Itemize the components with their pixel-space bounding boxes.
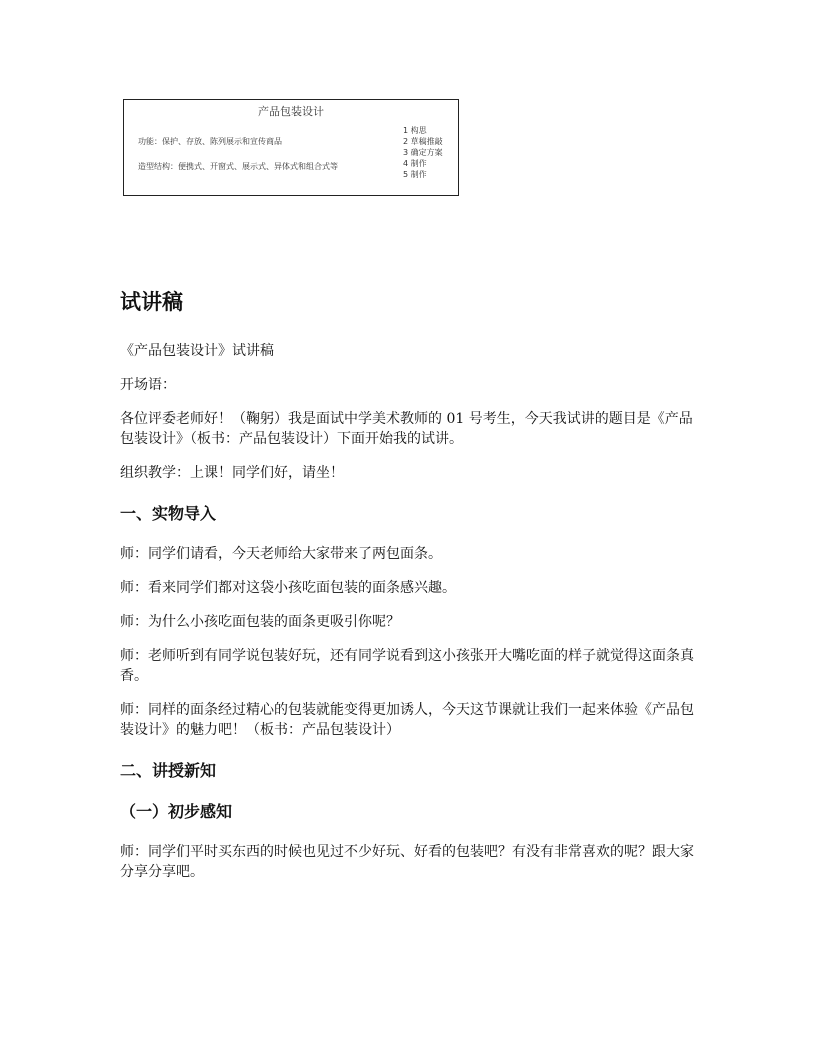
section-heading-2: 二、讲授新知 [120, 761, 217, 780]
subsection-heading-1: （一）初步感知 [120, 802, 233, 821]
section-heading-1: 一、实物导入 [120, 504, 217, 523]
board-step: 5 制作 [403, 170, 427, 179]
organize-paragraph: 组织教学：上课！同学们好，请坐！ [120, 465, 344, 481]
document-title: 试讲稿 [120, 290, 183, 314]
paragraph: 师：同学们请看，今天老师给大家带来了两包面条。 [120, 546, 442, 562]
board-function-line: 功能：保护、存放、陈列展示和宣传商品 [138, 137, 282, 146]
paragraph: 师：同样的面条经过精心的包装就能变得更加诱人，今天这节课就让我们一起来体验《产品包装设计》的魅力吧！（板书：产品包装设计） [120, 702, 694, 738]
board-step: 2 草稿推敲 [403, 137, 443, 146]
paragraph: 师：看来同学们都对这袋小孩吃面包装的面条感兴趣。 [120, 580, 456, 596]
board-step: 1 构思 [403, 126, 427, 135]
board-title: 产品包装设计 [258, 105, 324, 118]
opening-label: 开场语： [120, 377, 176, 393]
board-step: 3 确定方案 [403, 148, 443, 157]
blackboard-design-image [123, 99, 459, 196]
board-step: 4 制作 [403, 159, 427, 168]
paragraph: 师：同学们平时买东西的时候也见过不少好玩、好看的包装吧？有没有非常喜欢的呢？跟大家分享分享吧。 [120, 844, 694, 880]
board-structure-line: 造型结构：便携式、开窗式、展示式、异体式和组合式等 [138, 162, 338, 171]
document-subtitle: 《产品包装设计》试讲稿 [120, 343, 274, 359]
paragraph: 师：为什么小孩吃面包装的面条更吸引你呢？ [120, 614, 400, 630]
paragraph: 师：老师听到有同学说包装好玩，还有同学说看到这小孩张开大嘴吃面的样子就觉得这面条真香。 [120, 648, 694, 684]
document-body [120, 286, 698, 896]
opening-paragraph: 各位评委老师好！（鞠躬）我是面试中学美术教师的 01 号考生，今天我试讲的题目是《产品包装设计》（板书：产品包装设计）下面开始我的试讲。 [120, 411, 693, 447]
board-steps-list [403, 125, 443, 180]
